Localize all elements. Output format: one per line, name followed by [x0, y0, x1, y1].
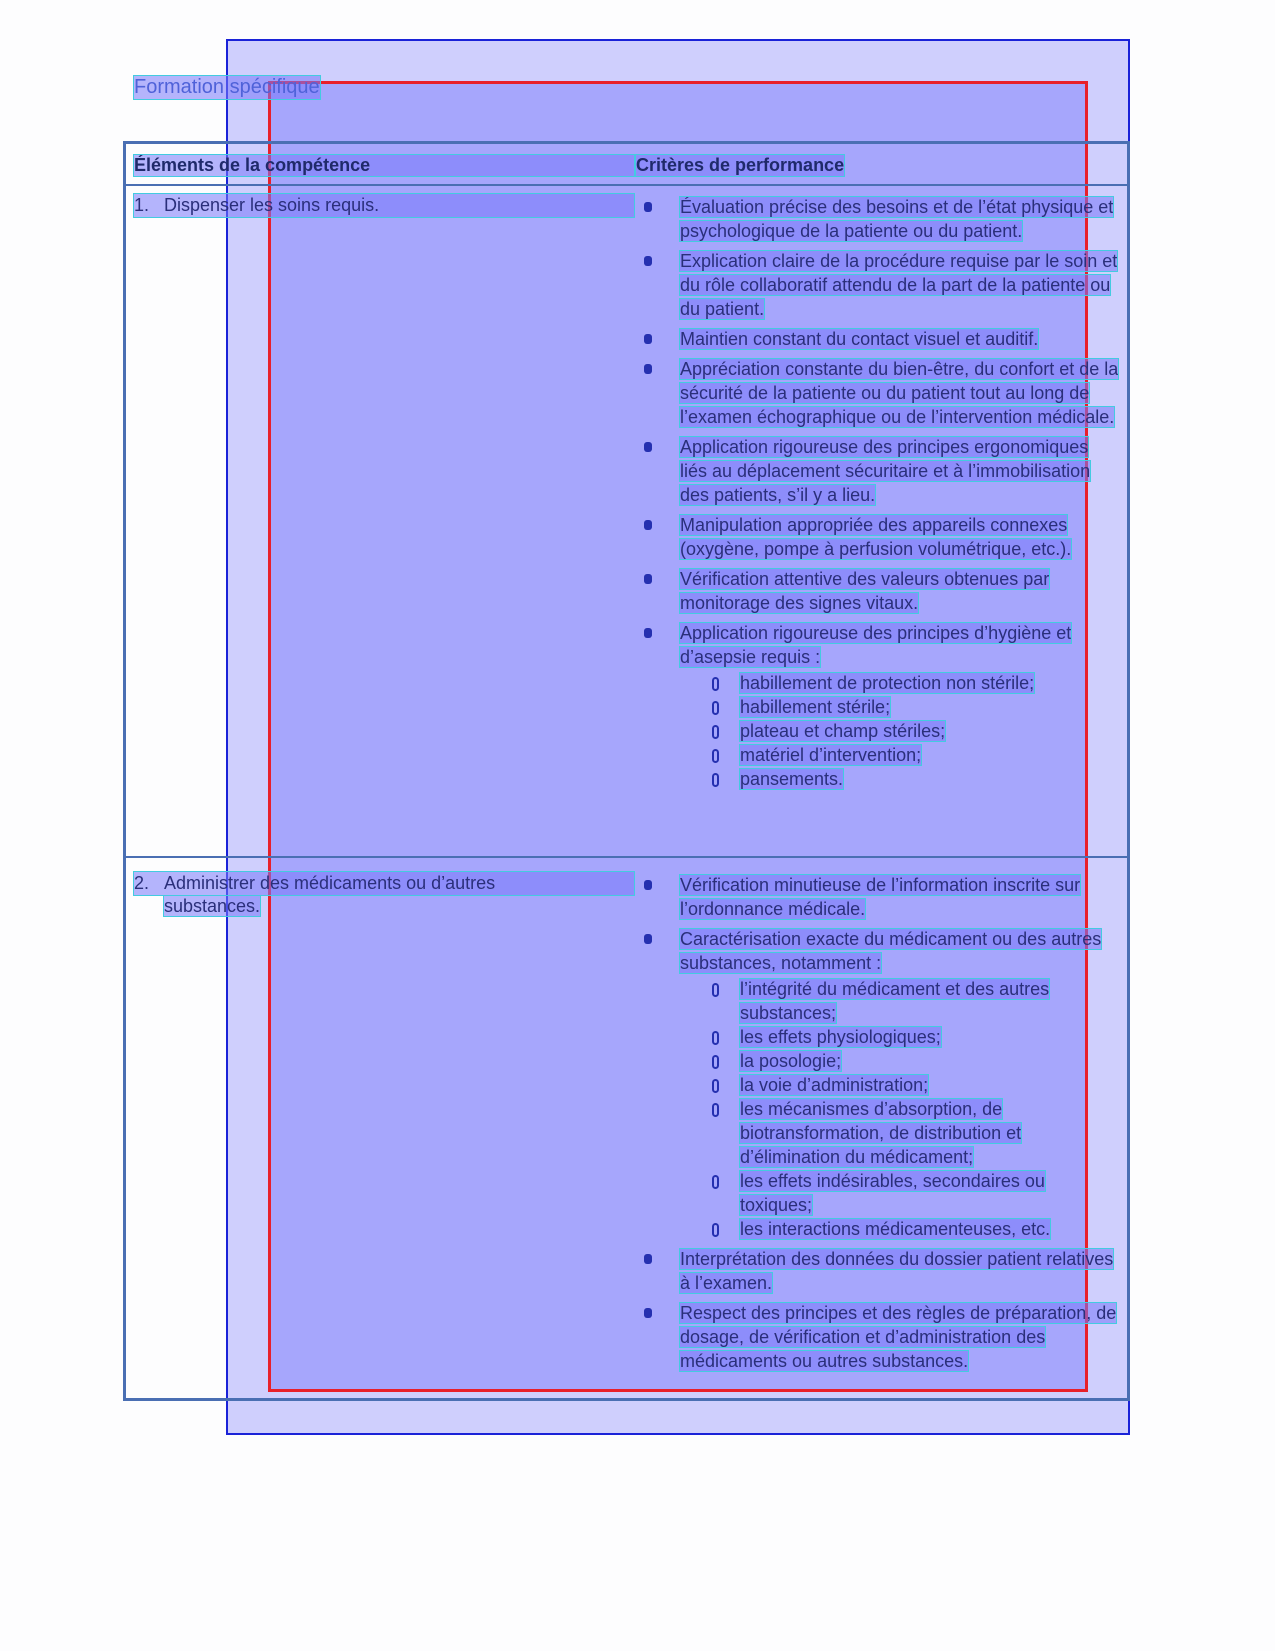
- row-element-1: [134, 194, 634, 217]
- sub-list-item: l’intégrité du médicament et des autres substances;: [710, 977, 1120, 1025]
- sub-bullet-icon: [712, 1079, 719, 1093]
- element-text: Dispenser les soins requis.: [164, 195, 380, 215]
- bullet-icon: [644, 934, 652, 944]
- list-item: Vérification minutieuse de l’information inscrite sur l’ordonnance médicale.: [644, 873, 1120, 921]
- element-number: 2.: [134, 873, 150, 893]
- list-item: Caractérisation exacte du médicament ou des autres substances, notamment : l’intégrité du médicament et des autres substances; les effets physiologiques; la posologie; la voie d’administration; les mécanismes d’absorption, de biotransformation, de distribution et d’élimination du médicament; les effets indésirables, secondaires ou toxiques; les interactions médicamenteuses, etc.: [644, 927, 1120, 1241]
- criteria-list-2: [644, 873, 1120, 1379]
- sub-list-item: habillement stérile;: [710, 695, 1120, 719]
- sub-list-item: les mécanismes d’absorption, de biotransformation, de distribution et d’élimination du médicament;: [710, 1097, 1120, 1169]
- sub-bullet-icon: [712, 1223, 719, 1237]
- list-item: Maintien constant du contact visuel et auditif.: [644, 327, 1120, 351]
- sub-bullet-icon: [712, 1055, 719, 1069]
- list-item: Vérification attentive des valeurs obtenues par monitorage des signes vitaux.: [644, 567, 1120, 615]
- sub-bullet-icon: [712, 1175, 719, 1189]
- bullet-icon: [644, 1308, 652, 1318]
- col1-header: Éléments de la compétence: [134, 155, 634, 176]
- list-item: Manipulation appropriée des appareils connexes (oxygène, pompe à perfusion volumétrique, etc.).: [644, 513, 1120, 561]
- sub-bullet-icon: [712, 677, 719, 691]
- bullet-icon: [644, 628, 652, 638]
- row-element-2: [134, 872, 634, 918]
- element-text: Administrer des médicaments ou d’autres: [164, 873, 496, 893]
- sub-bullet-icon: [712, 749, 719, 763]
- criteria-list-1: [644, 195, 1120, 797]
- list-item: Application rigoureuse des principes d’hygiène et d’asepsie requis : habillement de protection non stérile; habillement stérile; plateau et champ stériles; matériel d’intervention; pansements.: [644, 621, 1120, 791]
- bullet-icon: [644, 880, 652, 890]
- sub-bullet-icon: [712, 1031, 719, 1045]
- bullet-icon: [644, 256, 652, 266]
- list-item: Évaluation précise des besoins et de l’état physique et psychologique de la patiente ou du patient.: [644, 195, 1120, 243]
- bullet-icon: [644, 202, 652, 212]
- sub-list-item: la posologie;: [710, 1049, 1120, 1073]
- list-item: Respect des principes et des règles de préparation, de dosage, de vérification et d’administration des médicaments ou autres substances.: [644, 1301, 1120, 1373]
- sub-list-item: les interactions médicamenteuses, etc.: [710, 1217, 1120, 1241]
- sub-list-item: matériel d’intervention;: [710, 743, 1120, 767]
- sub-list-item: plateau et champ stériles;: [710, 719, 1120, 743]
- sub-list-item: pansements.: [710, 767, 1120, 791]
- list-item: Appréciation constante du bien-être, du confort et de la sécurité de la patiente ou du patient tout au long de l’examen échographique ou de l’intervention médicale.: [644, 357, 1120, 429]
- sub-bullet-icon: [712, 701, 719, 715]
- bullet-icon: [644, 574, 652, 584]
- row-divider: [123, 856, 1130, 858]
- bullet-icon: [644, 364, 652, 374]
- sub-list-item: les effets indésirables, secondaires ou toxiques;: [710, 1169, 1120, 1217]
- col2-header: Critères de performance: [636, 155, 845, 175]
- bullet-icon: [644, 1254, 652, 1264]
- element-number: 1.: [134, 195, 150, 215]
- list-item: Interprétation des données du dossier patient relatives à l’examen.: [644, 1247, 1120, 1295]
- sub-bullet-icon: [712, 773, 719, 787]
- sub-bullet-icon: [712, 1103, 719, 1117]
- sub-list-item: la voie d’administration;: [710, 1073, 1120, 1097]
- list-item: Explication claire de la procédure requise par le soin et du rôle collaboratif attendu de la part de la patiente ou du patient.: [644, 249, 1120, 321]
- sub-bullet-icon: [712, 725, 719, 739]
- list-item: Application rigoureuse des principes ergonomiques liés au déplacement sécuritaire et à l’immobilisation des patients, s’il y a lieu.: [644, 435, 1120, 507]
- page-title: Formation spécifique: [134, 76, 320, 98]
- bullet-icon: [644, 442, 652, 452]
- bullet-icon: [644, 334, 652, 344]
- sub-list: [680, 977, 1120, 1241]
- sub-list: [680, 671, 1120, 791]
- sub-list-item: les effets physiologiques;: [710, 1025, 1120, 1049]
- header-divider: [123, 184, 1130, 186]
- sub-list-item: habillement de protection non stérile;: [710, 671, 1120, 695]
- bullet-icon: [644, 520, 652, 530]
- element-text-cont: substances.: [164, 896, 261, 916]
- sub-bullet-icon: [712, 983, 719, 997]
